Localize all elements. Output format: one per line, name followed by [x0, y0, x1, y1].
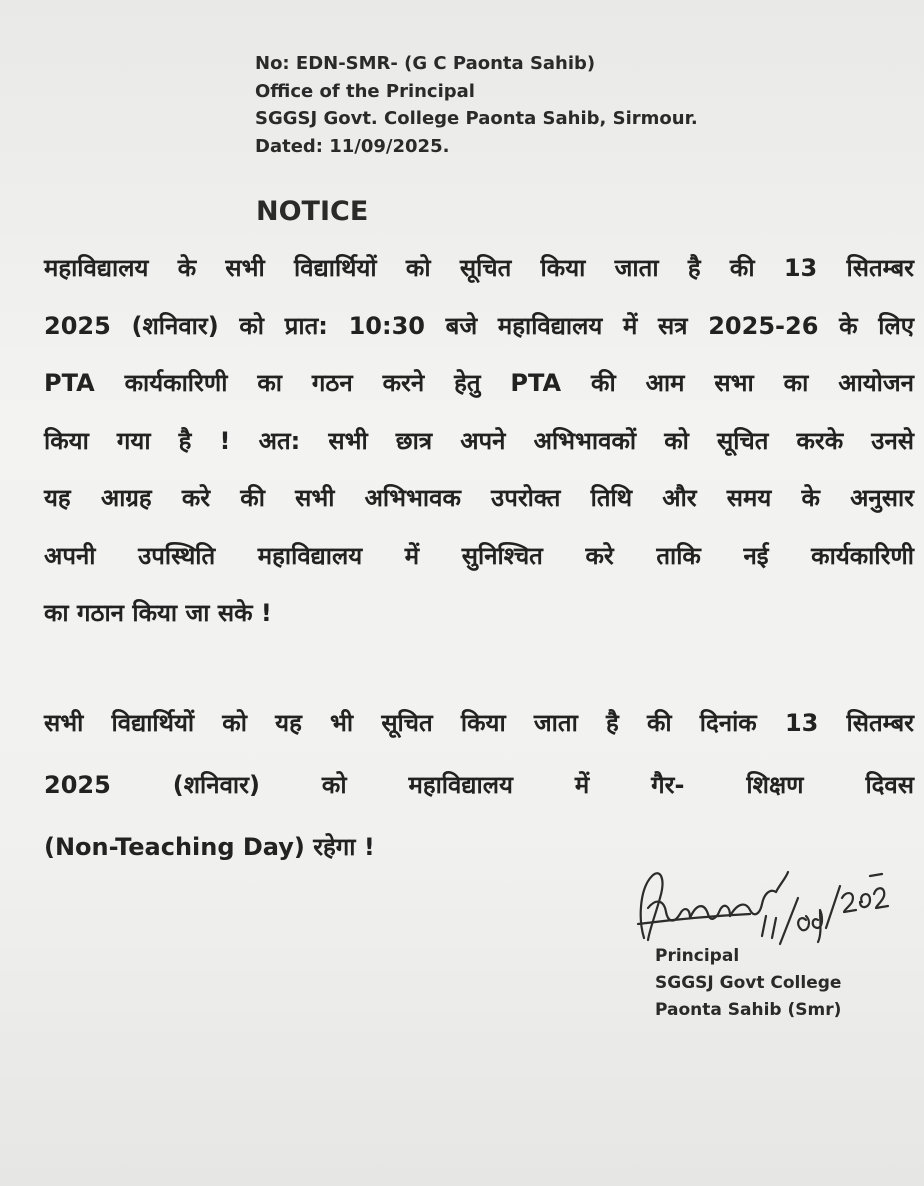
date-line: Dated: 11/09/2025. — [255, 135, 450, 157]
signatory-block — [655, 943, 841, 1024]
college-line: SGGSJ Govt. College Paonta Sahib, Sirmour. — [255, 108, 698, 129]
notice-paragraph-1 — [44, 240, 914, 643]
paragraph-line: 2025 (शनिवार) को प्रात: 10:30 बजे महाविद्यालय में सत्र 2025-26 के लिए — [44, 311, 914, 340]
signatory-place: Paonta Sahib (Smr) — [655, 1000, 842, 1020]
letterhead — [255, 50, 698, 160]
paragraph-line: किया गया है ! अत: सभी छात्र अपने अभिभावकों को सूचित करके उनसे — [44, 426, 914, 455]
paragraph-line: का गठान किया जा सके ! — [44, 599, 272, 627]
signatory-college: SGGSJ Govt College — [655, 973, 842, 993]
paragraph-line: महाविद्यालय के सभी विद्यार्थियों को सूचित किया जाता है की 13 सितम्बर — [44, 254, 914, 282]
notice-paragraph-2 — [44, 692, 914, 878]
reference-number: No: EDN-SMR- (G C Paonta Sahib) — [255, 53, 596, 74]
paragraph-line: PTA कार्यकारिणी का गठन करने हेतु PTA की आम सभा का आयोजन — [44, 369, 914, 397]
paragraph-line: (Non-Teaching Day) रहेगा ! — [44, 833, 375, 861]
paragraph-line: अपनी उपस्थिति महाविद्यालय में सुनिश्चित करे ताकि नई कार्यकारिणी — [44, 541, 914, 570]
office-line: Office of the Principal — [255, 80, 475, 102]
paragraph-line: यह आग्रह करे की सभी अभिभावक उपरोक्त तिथि और समय के अनुसार — [44, 484, 914, 512]
signatory-title: Principal — [655, 946, 740, 966]
paragraph-line: सभी विद्यार्थियों को यह भी सूचित किया जाता है की दिनांक 13 सितम्बर — [44, 709, 914, 737]
notice-title: NOTICE — [256, 196, 369, 227]
paragraph-line: 2025 (शनिवार) को महाविद्यालय में गैर- शिक्षण दिवस — [44, 771, 914, 799]
